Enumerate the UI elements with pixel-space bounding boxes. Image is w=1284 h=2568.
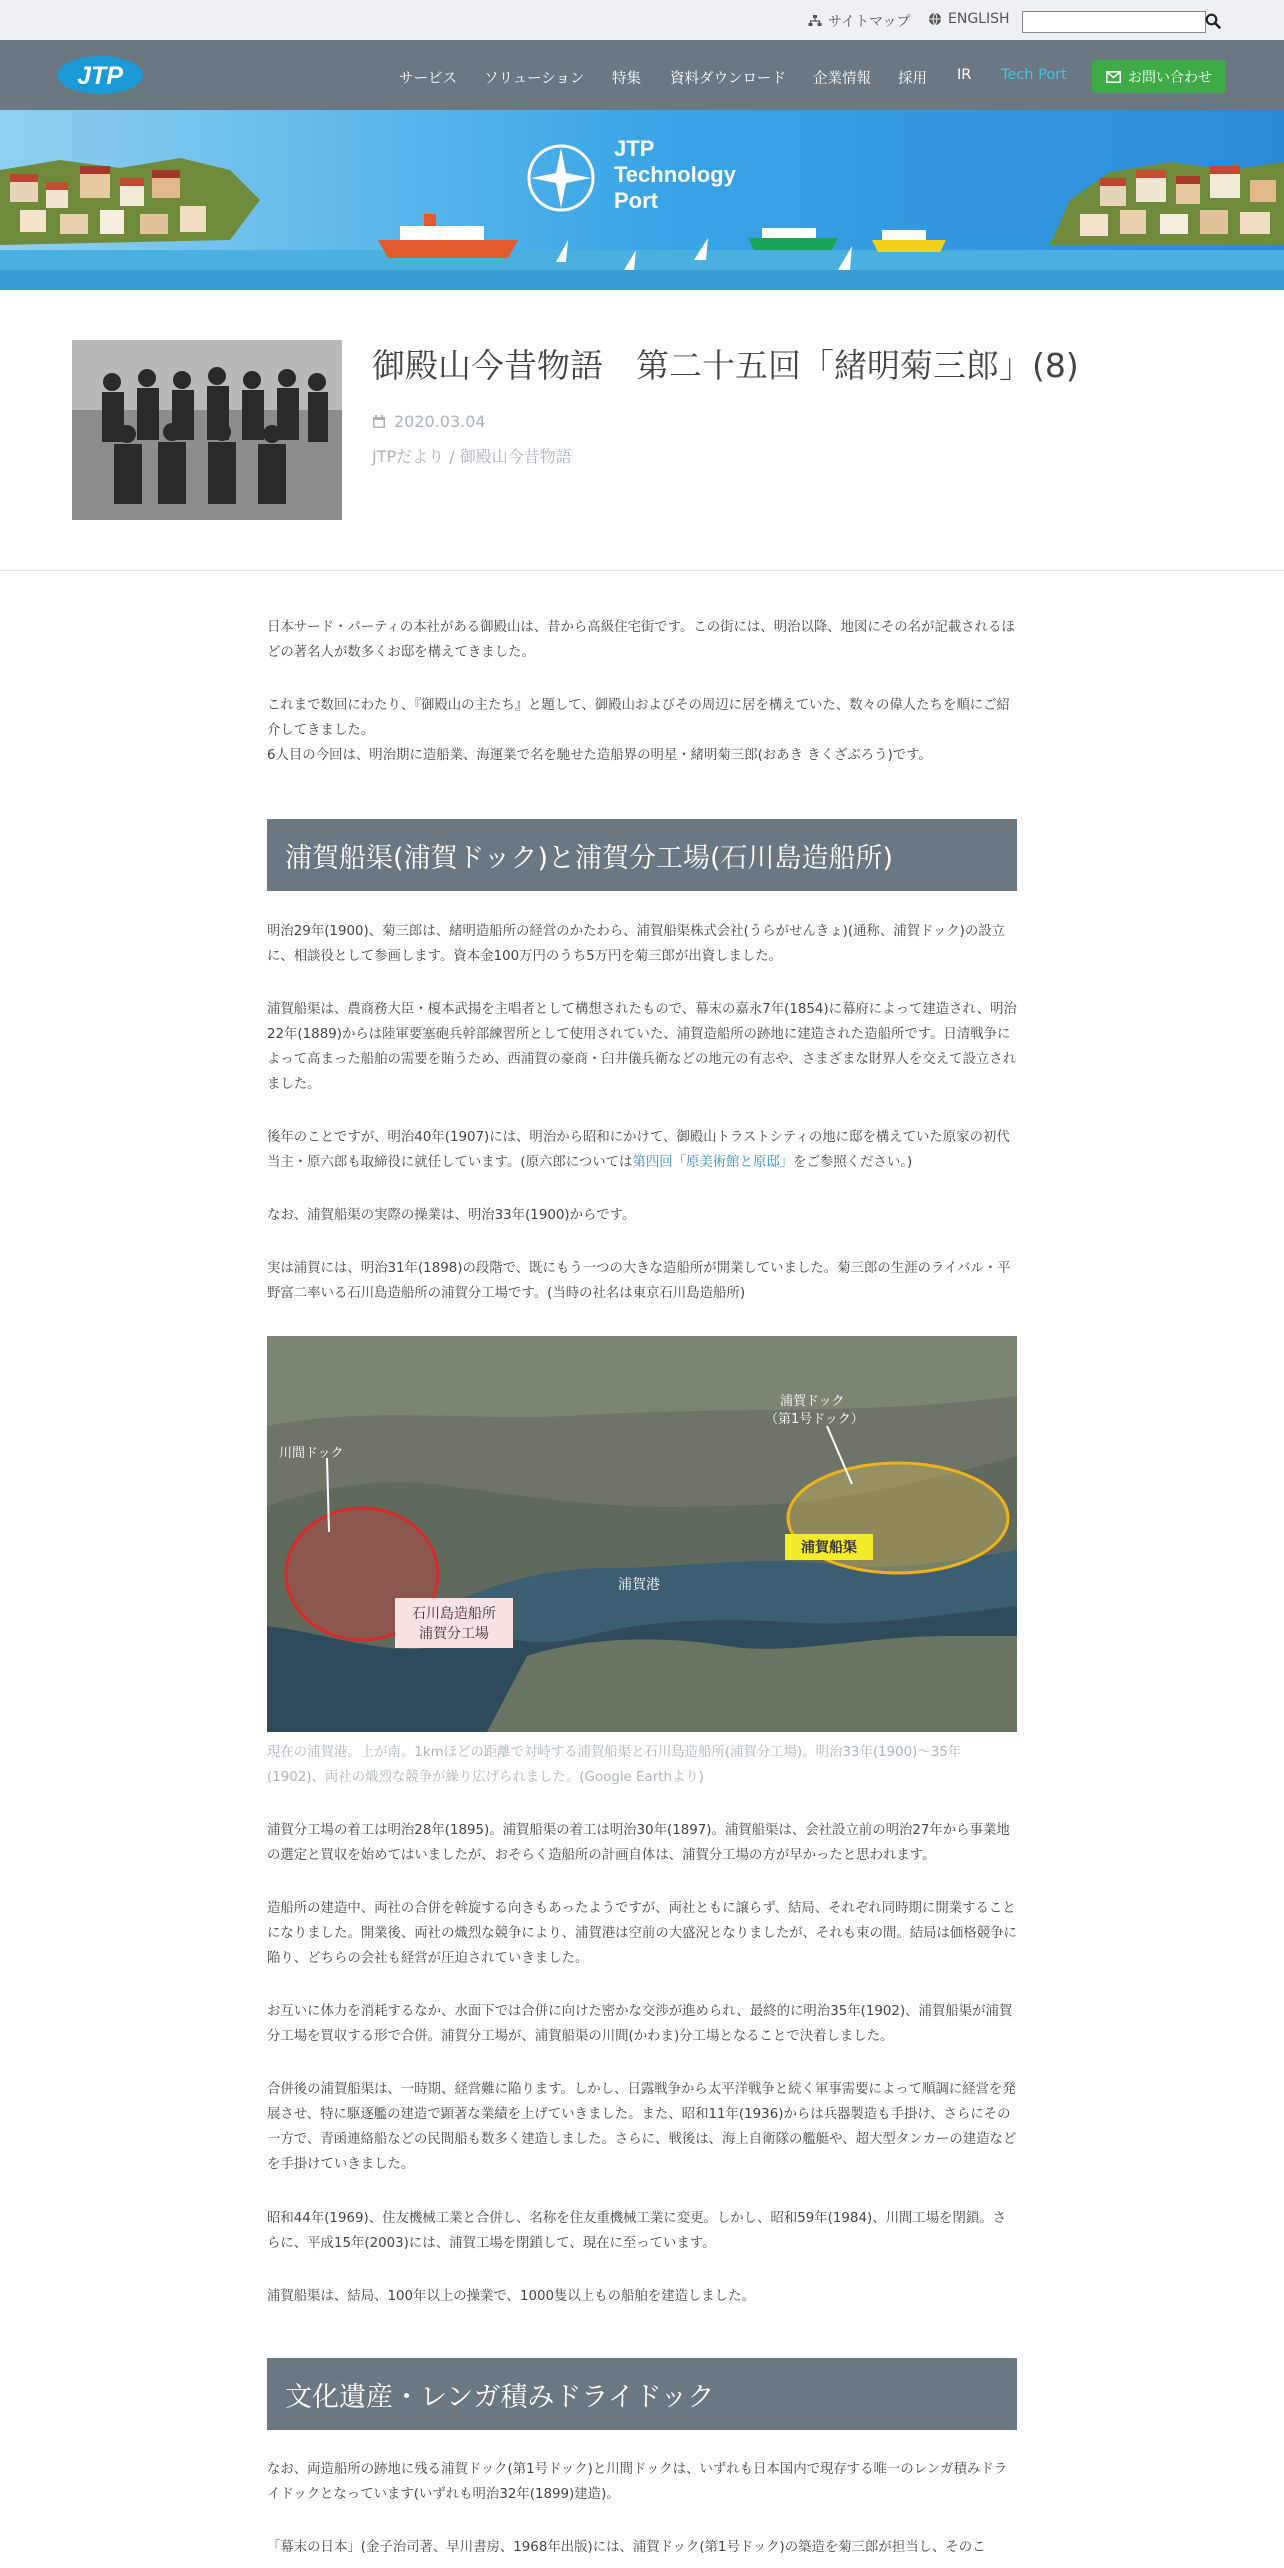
nav-company[interactable]: 企業情報 <box>813 71 871 87</box>
nav-solutions[interactable]: ソリューション <box>484 71 585 87</box>
paragraph-operation: なお、浦賀船渠の実際の操業は、明治33年(1900)からです。 <box>267 1208 636 1223</box>
utility-bar <box>0 0 1284 41</box>
category-separator: / <box>444 447 460 466</box>
paragraph-intro: 日本サード・パーティの本社がある御殿山は、昔から高級住宅街です。この街には、明治以降、地図にその名が記載されるほどの著名人が数多くお邸を構えてきました。 <box>267 620 1015 660</box>
mail-icon <box>1106 71 1121 83</box>
paragraph-1900: 明治29年(1900)、菊三郎は、緒明造船所の経営のかたわら、浦賀船渠株式会社(うらがせんきょ)(通称、浦賀ドック)の設立に、相談役として参画します。資本金100万円のうち5万円を菊三郎が出資しました。 <box>267 924 1006 964</box>
post-categories <box>372 444 572 467</box>
nav-tech-port[interactable]: Tech Port <box>1001 67 1067 83</box>
banner-line-3: Port <box>614 188 658 213</box>
section-heading-uraga: 浦賀船渠(浦賀ドック)と浦賀分工場(石川島造船所) <box>267 819 1017 891</box>
english-label: ENGLISH <box>948 11 1010 27</box>
link-part-4[interactable]: 第四回「原美術館と原邸」 <box>632 1155 794 1170</box>
contact-button[interactable] <box>1092 60 1226 93</box>
paragraph-ships-built: 浦賀船渠は、結局、100年以上の操業で、1000隻以上もの船舶を建造しました。 <box>267 2289 755 2304</box>
paragraph-competition: 造船所の建造中、両社の合併を斡旋する向きもあったようですが、両社ともに譲らず、結局、それぞれ同時期に開業することになりました。開業後、両社の熾烈な競争により、浦賀港は空前の大盛況となりましたが、それも束の間。結局は価格競争に陥り、どちらの会社も経営が圧迫されていきました。 <box>267 1901 1017 1966</box>
sitemap-link[interactable] <box>808 11 910 31</box>
paragraph-hara <box>267 1125 1017 1175</box>
post-date-text: 2020.03.04 <box>394 412 486 431</box>
category-link-gotenyama[interactable]: 御殿山今昔物語 <box>459 447 572 466</box>
header-divider <box>0 570 1284 571</box>
sitemap-icon <box>808 14 822 28</box>
calendar-icon <box>372 415 386 429</box>
nav-ir[interactable]: IR <box>957 67 972 83</box>
search-icon[interactable] <box>1204 12 1222 30</box>
aerial-photo <box>267 1336 1017 1732</box>
map-label-kawama: 川間ドック <box>279 1446 344 1461</box>
logo-text: JTP <box>77 62 123 90</box>
nav-downloads[interactable]: 資料ダウンロード <box>670 71 786 87</box>
group-photo <box>72 340 342 520</box>
contact-label: お問い合わせ <box>1128 69 1212 86</box>
map-caption: 現在の浦賀港。上が南。1kmほどの距離で対峙する浦賀船渠と石川島造船所(浦賀分工場)。明治33年(1900)～35年(1902)、両社の熾烈な競争が繰り広げられました。(Google Earthより) <box>267 1745 962 1785</box>
main-navbar <box>0 40 1284 110</box>
paragraph-hara-pre: 後年のことですが、明治40年(1907)には、明治から昭和にかけて、御殿山トラストシティの地に邸を構えていた原家の初代当主・原六郎も取締役に就任しています。(原六郎については <box>267 1130 1010 1170</box>
sitemap-label: サイトマップ <box>828 14 911 30</box>
uraga-aerial-map <box>267 1336 1017 1732</box>
post-date <box>372 412 486 431</box>
map-label-uraga-dock-1: 浦賀ドック <box>780 1394 845 1409</box>
map-label-uraga-senkyo: 浦賀船渠 <box>801 1540 857 1556</box>
map-label-uraga-dock-2: （第1号ドック） <box>765 1412 864 1427</box>
paragraph-brick-docks: なお、両造船所の跡地に残る浦賀ドック(第1号ドック)と川間ドックは、いずれも日本国内で現存する唯一のレンガ積みドライドックとなっています(いずれも明治32年(1899)建造)。 <box>267 2462 1008 2502</box>
paragraph-series <box>267 693 1017 768</box>
post-title: 御殿山今昔物語 第二十五回「緒明菊三郎」(8) <box>372 346 1079 385</box>
nav-features[interactable]: 特集 <box>612 71 641 87</box>
paragraph-hara-post: をご参照ください。) <box>793 1155 913 1170</box>
paragraph-ishikawajima: 実は浦賀には、明治31年(1898)の段階で、既にもう一つの大きな造船所が開業していました。菊三郎の生涯のライバル・平野富二率いる石川島造船所の浦賀分工場です。(当時の社名は東京石川島造船所) <box>267 1261 1011 1301</box>
map-label-ishikawa-1: 石川島造船所 <box>412 1606 496 1622</box>
paragraph-series-a: これまで数回にわたり、『御殿山の主たち』と題して、御殿山およびその周辺に居を構えていた、数々の偉人たちを順にご紹介してきました。 <box>267 698 1010 738</box>
search-input[interactable] <box>1022 11 1206 33</box>
paragraph-bakumatsu: 「幕末の日本」(金子治司著、早川書房、1968年出版)には、浦賀ドック(第1号ドック)の築造を菊三郎が担当し、そのこ <box>267 2540 986 2555</box>
paragraph-construction: 浦賀分工場の着工は明治28年(1895)。浦賀船渠の着工は明治30年(1897)。浦賀船渠は、会社設立前の明治27年から事業地の選定と買収を始めてはいましたが、おそらく造船所の計画自体は、浦賀分工場の方が早かったと思われます。 <box>267 1823 1010 1863</box>
banner-illustration <box>0 110 1284 290</box>
banner-line-1: JTP <box>614 136 655 161</box>
nav-careers[interactable]: 採用 <box>898 71 927 87</box>
logo-mark <box>56 55 144 95</box>
section-heading-heritage: 文化遺産・レンガ積みドライドック <box>267 2358 1017 2430</box>
paragraph-merger: お互いに体力を消耗するなか、水面下では合併に向けた密かな交渉が進められ、最終的に明治35年(1902)、浦賀船渠が浦賀分工場を買収する形で合併。浦賀分工場が、浦賀船渠の川間(かわま)分工場となることで決着しました。 <box>267 2004 1013 2044</box>
banner-line-2: Technology <box>614 162 736 187</box>
paragraph-series-b: 6人目の今回は、明治期に造船業、海運業で名を馳せた造船界の明星・緒明菊三郎(おあき きくざぶろう)です。 <box>267 748 932 763</box>
jtp-logo[interactable] <box>56 55 144 95</box>
tech-port-banner <box>0 110 1284 290</box>
map-label-ishikawa-2: 浦賀分工場 <box>419 1626 489 1642</box>
post-thumbnail <box>72 340 342 520</box>
map-label-port: 浦賀港 <box>618 1577 660 1593</box>
paragraph-after-merger: 合併後の浦賀船渠は、一時期、経営難に陥ります。しかし、日露戦争から太平洋戦争と続く軍事需要によって順調に経営を発展させ、特に駆逐艦の建造で顕著な業績を上げていきました。また、昭和11年(1936)からは兵器製造も手掛け、さらにその一方で、青函連絡船などの民間船も数多く建造しました。さらに、戦後は、海上自衛隊の艦艇や、超大型タンカーの建造などを手掛けていきました。 <box>267 2082 1017 2172</box>
paragraph-sumitomo: 昭和44年(1969)、住友機械工業と合併し、名称を住友重機械工業に変更。しかし、昭和59年(1984)、川間工場を閉鎖。さらに、平成15年(2003)には、浦賀工場を閉鎖して、現在に至っています。 <box>267 2211 1007 2251</box>
nav-services[interactable]: サービス <box>399 71 457 87</box>
globe-icon <box>928 12 942 26</box>
english-link[interactable] <box>928 11 1010 27</box>
category-link-jtp[interactable]: JTPだより <box>372 447 445 466</box>
paragraph-uraga-senkyo: 浦賀船渠は、農商務大臣・榎本武揚を主唱者として構想されたもので、幕末の嘉永7年(1854)に幕府によって建造され、明治22年(1889)からは陸軍要塞砲兵幹部練習所として使用されていた、浦賀造船所の跡地に建造された造船所です。日清戦争によって高まった船舶の需要を賄うため、西浦賀の豪商・臼井儀兵衛などの地元の有志や、さまざまな財界人を交えて設立されました。 <box>267 1002 1017 1092</box>
